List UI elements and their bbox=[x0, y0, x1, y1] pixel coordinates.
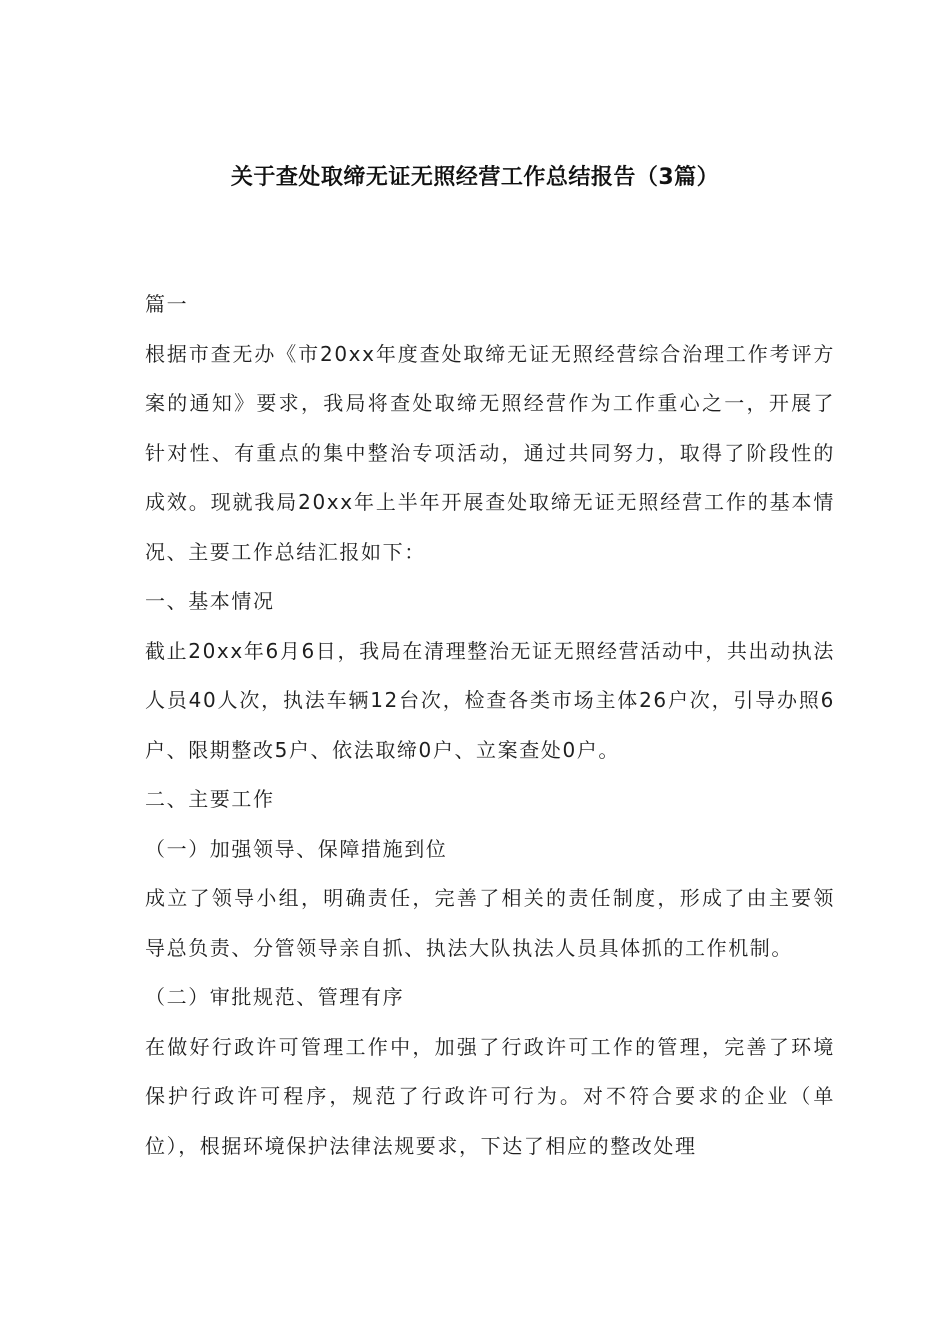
basic-situation-paragraph: 截止20xx年6月6日，我局在清理整治无证无照经营活动中，共出动执法人员40人次，执法车辆12台次，检查各类市场主体26户次，引导办照6户、限期整改5户、依法取缔0户、立案查处0户。 bbox=[145, 638, 835, 762]
heading-main-work: 二、主要工作 bbox=[145, 787, 275, 811]
approval-paragraph: 在做好行政许可管理工作中，加强了行政许可工作的管理，完善了环境保护行政许可程序，规范了行政许可行为。对不符合要求的企业（单位），根据环境保护法律法规要求，下达了相应的整改处理 bbox=[145, 1034, 835, 1158]
intro-paragraph: 根据市查无办《市20xx年度查处取缔无证无照经营综合治理工作考评方案的通知》要求，我局将查处取缔无照经营作为工作重心之一，开展了针对性、有重点的集中整治专项活动，通过共同努力，取得了阶段性的成效。现就我局20xx年上半年开展查处取缔无证无照经营工作的基本情况、主要工作总结汇报如下： bbox=[145, 341, 835, 564]
document-body bbox=[145, 280, 835, 1171]
heading-basic-situation: 一、基本情况 bbox=[145, 589, 275, 613]
subheading-approval: （二）审批规范、管理有序 bbox=[145, 985, 405, 1009]
document-title: 关于查处取缔无证无照经营工作总结报告（3篇） bbox=[230, 165, 720, 190]
section-label-part-one: 篇一 bbox=[145, 292, 189, 316]
subheading-leadership: （一）加强领导、保障措施到位 bbox=[145, 836, 448, 861]
leadership-paragraph: 成立了领导小组，明确责任，完善了相关的责任制度，形成了由主要领导总负责、分管领导亲自抓、执法大队执法人员具体抓的工作机制。 bbox=[145, 886, 835, 960]
